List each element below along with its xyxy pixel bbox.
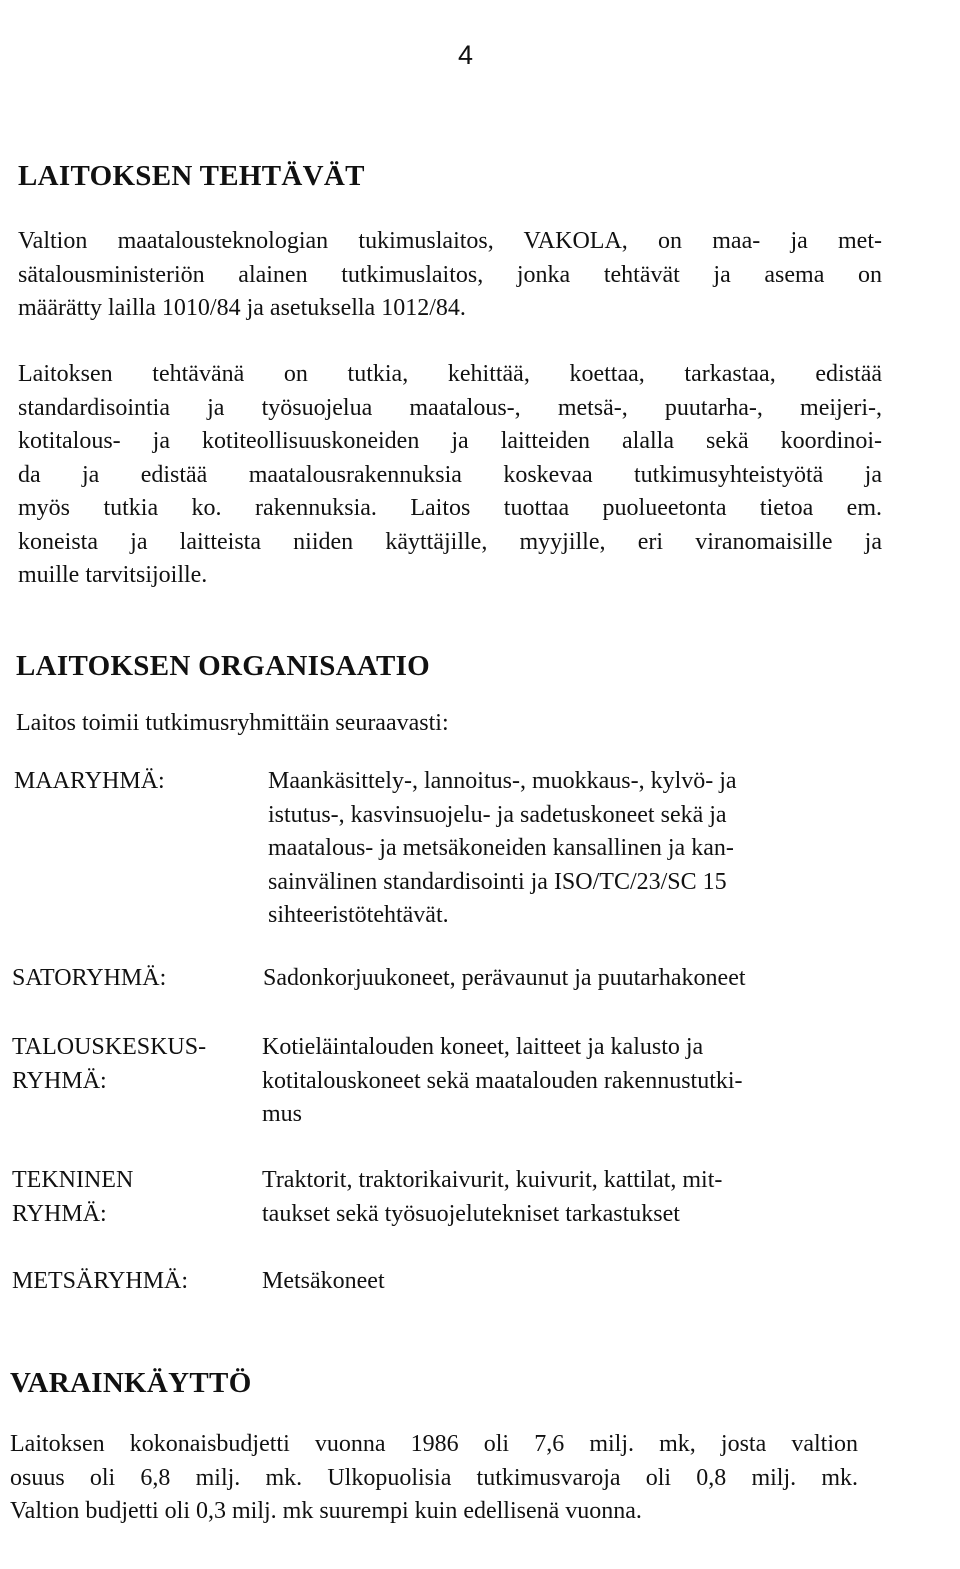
- text-line: MAARYHMÄ:: [14, 768, 165, 794]
- text-line: sätalousministeriön alainen tutkimuslaitos, jonka tehtävät ja asema on: [18, 261, 882, 288]
- text-line: Metsäkoneet: [262, 1268, 385, 1294]
- group-label-satoryhma: [12, 962, 166, 996]
- text-line: RYHMÄ:: [12, 1067, 107, 1094]
- text-line: Valtion budjetti oli 0,3 milj. mk suurempi kuin edellisenä vuonna.: [10, 1498, 642, 1524]
- text-line: Laitos toimii tutkimusryhmittäin seuraavasti:: [16, 710, 449, 736]
- text-line: myös tutkia ko. rakennuksia. Laitos tuottaa puolueetonta tietoa em.: [18, 495, 882, 521]
- text-line: METSÄRYHMÄ:: [12, 1268, 189, 1294]
- text-line: sainvälinen standardisointi ja ISO/TC/23/SC 15: [268, 868, 727, 895]
- text-line: istutus-, kasvinsuojelu- ja sadetuskoneet sekä ja: [268, 801, 727, 828]
- group-label-maaryhma: [14, 765, 165, 799]
- group-label-tekninen-ryhma: [12, 1164, 133, 1231]
- text-line: taukset sekä työsuojelutekniset tarkastukset: [262, 1200, 680, 1227]
- text-line: Maankäsittely-, lannoitus-, muokkaus-, kylvö- ja: [268, 768, 737, 794]
- group-label-talouskeskusryhma: [12, 1031, 206, 1098]
- text-line: Laitoksen kokonaisbudjetti vuonna 1986 oli 7,6 milj. mk, josta valtion: [10, 1431, 858, 1457]
- text-line: Traktorit, traktorikaivurit, kuivurit, kattilat, mit-: [262, 1167, 723, 1193]
- paragraph-tehtavat-2: [18, 358, 882, 593]
- page-number: 4: [458, 40, 474, 70]
- text-line: Kotieläintalouden koneet, laitteet ja kalusto ja: [262, 1034, 704, 1060]
- text-line: koneista ja laitteista niiden käyttäjille, myyjille, eri viranomaisille ja: [18, 528, 882, 555]
- text-line: da ja edistää maatalousrakennuksia koskevaa tutkimusyhteistyötä ja: [18, 461, 882, 488]
- text-line: Laitoksen tehtävänä on tutkia, kehittää, koettaa, tarkastaa, edistää: [18, 361, 882, 387]
- heading-varainkaytto: VARAINKÄYTTÖ: [10, 1367, 252, 1399]
- group-desc-satoryhma: [263, 962, 746, 996]
- text-line: muille tarvitsijoille.: [18, 562, 208, 588]
- paragraph-varainkaytto: [10, 1428, 858, 1529]
- text-line: Valtion maatalousteknologian tukimuslaitos, VAKOLA, on maa- ja met-: [18, 228, 882, 254]
- text-line: sihteeristötehtävät.: [268, 902, 449, 928]
- text-line: kotitalous- ja kotiteollisuuskoneiden ja laitteiden alalla sekä koordinoi-: [18, 428, 882, 454]
- text-line: TEKNINEN: [12, 1167, 134, 1193]
- text-line: maatalous- ja metsäkoneiden kansallinen ja kan-: [268, 835, 734, 861]
- text-line: määrätty lailla 1010/84 ja asetuksella 1012/84.: [18, 295, 466, 321]
- heading-tehtavat: LAITOKSEN TEHTÄVÄT: [18, 160, 365, 192]
- heading-organisaatio: LAITOKSEN ORGANISAATIO: [16, 650, 431, 682]
- organisaatio-intro: [16, 707, 449, 741]
- text-line: RYHMÄ:: [12, 1200, 107, 1227]
- text-line: kotitalouskoneet sekä maatalouden rakennustutki-: [262, 1067, 743, 1094]
- group-desc-maaryhma: [268, 765, 737, 933]
- paragraph-tehtavat-1: [18, 225, 882, 326]
- group-desc-talouskeskusryhma: [262, 1031, 743, 1132]
- group-desc-tekninen-ryhma: [262, 1164, 722, 1231]
- text-line: mus: [262, 1101, 303, 1127]
- text-line: standardisointia ja työsuojelua maatalous-, metsä-, puutarha-, meijeri-,: [18, 394, 882, 421]
- text-line: osuus oli 6,8 milj. mk. Ulkopuolisia tutkimusvaroja oli 0,8 milj. mk.: [10, 1464, 858, 1491]
- text-line: SATORYHMÄ:: [12, 965, 167, 991]
- text-line: Sadonkorjuukoneet, perävaunut ja puutarhakoneet: [263, 965, 746, 991]
- text-line: TALOUSKESKUS-: [12, 1034, 207, 1060]
- group-label-metsaryhma: [12, 1265, 188, 1299]
- group-desc-metsaryhma: [262, 1265, 385, 1299]
